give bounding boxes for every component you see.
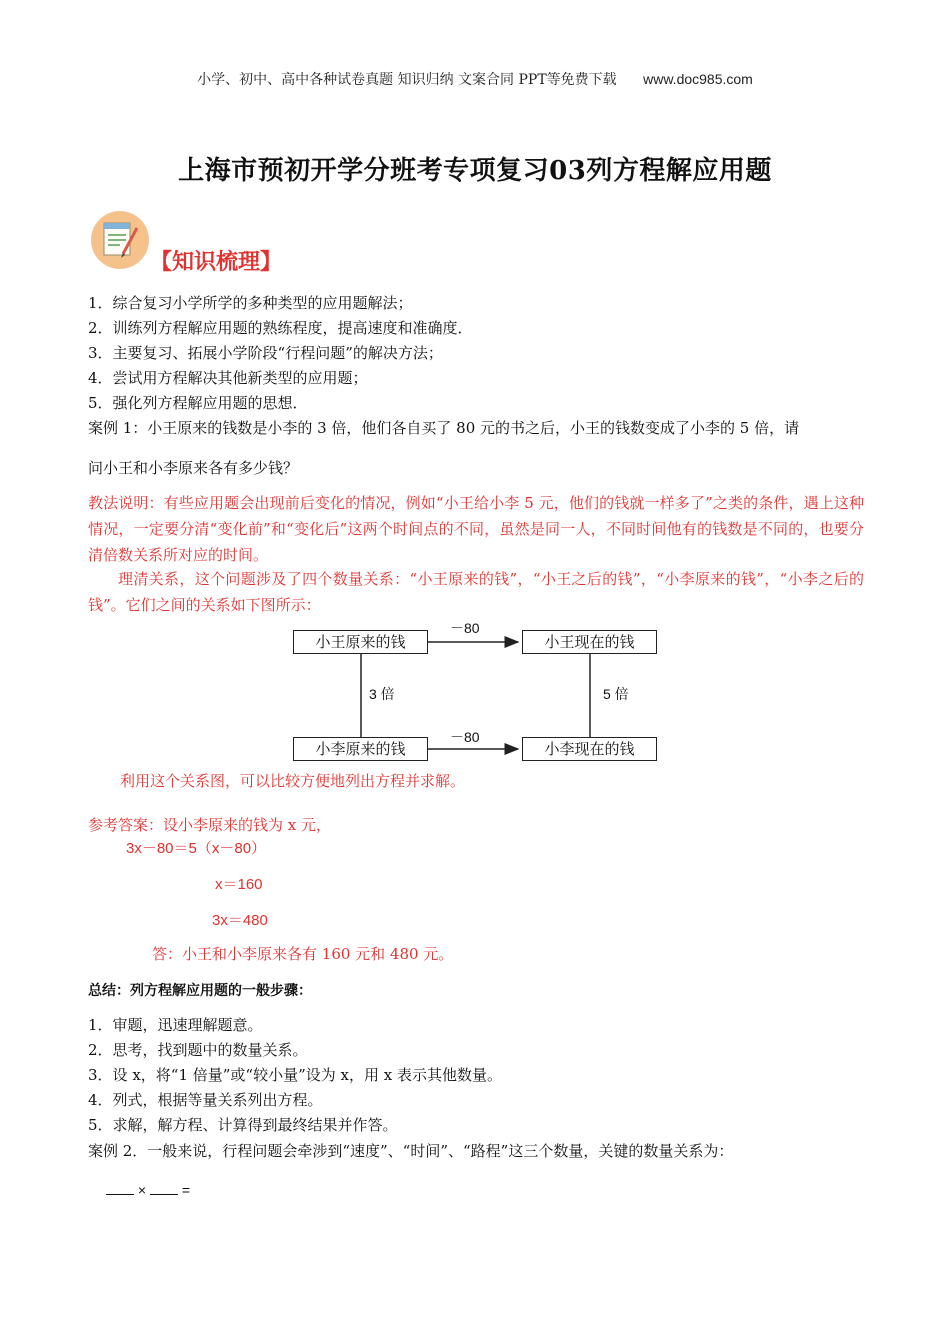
answer-final: 答：小王和小李原来各有 160 元和 480 元。 [152,945,454,963]
example1-line1: 案例 1：小王原来的钱数是小李的 3 倍，他们各自买了 80 元的书之后，小王的钱数变成了小李的 5 倍，请 [88,419,800,437]
teaching-paragraph-2: 理清关系，这个问题涉及了四个数量关系：“小王原来的钱”，“小王之后的钱”，“小李原来的钱”，“小李之后的钱”。它们之间的关系如下图所示： [88,570,864,614]
answer-equation-2: x＝160 [215,876,263,893]
example2-line1: 案例 2．一般来说，行程问题会牵涉到“速度”、“时间”、“路程”这三个数量，关键的数量关系为： [88,1142,734,1160]
step-text: 列式，根据等量关系列出方程。 [112,1091,323,1109]
step-num: 3． [88,1066,113,1084]
answer-intro: 参考答案：设小李原来的钱为 x 元， [88,816,331,834]
step-text: 思考，找到题中的数量关系。 [112,1041,308,1059]
blank-speed[interactable] [106,1180,134,1195]
step-text: 设 x，将“1 倍量”或“较小量”设为 x，用 x 表示其他数量。 [112,1066,502,1084]
example1-line2: 问小王和小李原来各有多少钱？ [88,459,299,477]
equals-sign: = [181,1182,191,1198]
step-text: 求解，解方程、计算得到最终结果并作答。 [112,1116,398,1134]
box-xiaoli-original: 小李原来的钱 [293,737,428,761]
summary-step [88,1090,323,1110]
box-xiaowang-original: 小王原来的钱 [293,630,428,654]
point-num: 5． [88,394,113,412]
point-item [88,368,368,388]
box-xiaoli-now: 小李现在的钱 [522,737,657,761]
blank-time[interactable] [150,1180,178,1195]
point-num: 4． [88,369,113,387]
point-text: 主要复习、拓展小学阶段“行程问题”的解决方法； [112,344,443,362]
step-text: 审题，迅速理解题意。 [112,1016,263,1034]
box-xiaowang-now: 小王现在的钱 [522,630,657,654]
point-num: 2． [88,319,113,337]
summary-step [88,1065,502,1085]
point-num: 1． [88,294,113,312]
step-num: 1． [88,1016,113,1034]
page-header [0,69,950,89]
header-text: 小学、初中、高中各种试卷真题 知识归纳 文案合同 PPT等免费下载 [197,72,617,88]
summary-step [88,1015,263,1035]
step-num: 4． [88,1091,113,1109]
point-text: 训练列方程解应用题的熟练程度，提高速度和准确度． [112,319,473,337]
example2-formula [106,1180,190,1198]
point-text: 强化列方程解应用题的思想． [112,394,308,412]
label-minus80-bottom: －80 [450,729,480,745]
label-minus80-top: －80 [450,620,480,636]
notebook-pencil-icon [90,210,150,270]
page-title: 上海市预初开学分班考专项复习03列方程解应用题 [178,156,772,186]
diagram-note: 利用这个关系图，可以比较方便地列出方程并求解。 [120,772,466,790]
section-title: 【知识梳理】 [150,249,283,275]
summary-step [88,1115,398,1135]
point-text: 尝试用方程解决其他新类型的应用题； [112,369,368,387]
point-item [88,318,473,338]
summary-step [88,1040,308,1060]
point-text: 综合复习小学所学的多种类型的应用题解法； [112,294,413,312]
label-3-times: 3 倍 [369,686,395,702]
label-5-times: 5 倍 [603,686,629,702]
step-num: 2． [88,1041,113,1059]
times-sign: × [137,1182,147,1198]
point-num: 3． [88,344,113,362]
header-site[interactable]: www.doc985.com [643,71,753,87]
answer-equation-1: 3x－80＝5（x－80） [126,840,267,857]
summary-title: 总结：列方程解应用题的一般步骤： [88,983,312,999]
answer-equation-3: 3x＝480 [212,912,268,929]
point-item [88,343,443,363]
teaching-paragraph-1: 教法说明：有些应用题会出现前后变化的情况，例如“小王给小李 5 元，他们的钱就一样多了”之类的条件，遇上这种情况，一定要分清“变化前”和“变化后”这两个时间点的不同，虽然是同一人，不同时间他有的钱数是不同的，也要分清倍数关系所对应的时间。 [88,494,864,564]
step-num: 5． [88,1116,113,1134]
point-item [88,393,308,413]
point-item [88,293,413,313]
